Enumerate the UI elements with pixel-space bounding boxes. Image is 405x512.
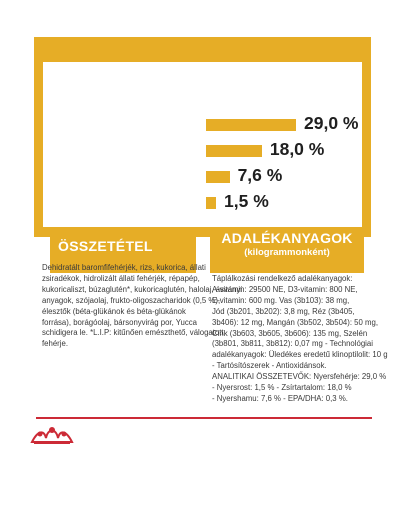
nutrient-bar [206, 119, 296, 131]
composition-line: fehérje. [42, 339, 69, 349]
composition-line: schidigera le. *L.I.P: kitűnően emészthető, válogatott [42, 328, 224, 338]
additives-line: - Nyersrost: 1,5 % - Zsírtartalom: 18,0 % [212, 383, 352, 393]
additives-line: Jód (3b201, 3b202): 3,8 mg, Réz (3b405, [212, 306, 355, 316]
additives-text [212, 274, 388, 405]
nutrient-value: 1,5 % [224, 191, 269, 211]
additives-line: - Nyershamu: 7,6 % - EPA/DHA: 0,3 %. [212, 393, 348, 403]
additives-line: ANALITIKAI ÖSSZETEVŐK: Nyersfehérje: 29,0 % [212, 372, 387, 382]
additives-line: (3b801, 3b811, 3b812): 0,07 mg - Technológiai [212, 339, 373, 349]
additives-line: - Tartósítószerek - Antioxidánsok. [212, 361, 327, 371]
additives-subtitle: (kilogrammonként) [244, 247, 330, 258]
composition-line: anyagok, szójaolaj, frukto-oligoszacharidok (0,5 %), [42, 295, 221, 305]
additives-title: ADALÉKANYAGOK [221, 230, 353, 246]
composition-text [42, 263, 243, 350]
nutrient-bar [206, 145, 262, 157]
nutrient-value: 18,0 % [269, 139, 325, 159]
composition-line: kukoricaliszt, búzaglutén*, kukoricaglutén, halolaj, ásványi [42, 284, 243, 294]
additives-line: 3b406): 12 mg, Mangán (3b502, 3b504): 50 mg, [212, 317, 379, 327]
nutrient-bar [206, 171, 230, 183]
composition-line: zsiradékok, hidrolizált állati fehérjék, répapép, [42, 273, 200, 283]
royal-canin-crown-logo [28, 424, 76, 446]
nutrient-value: 7,6 % [237, 165, 283, 185]
analytical-title: ANALITIKAI ÖSSZETEVŐK [88, 73, 317, 93]
additives-line: adalékanyagok: Üledékes eredetű klinoptilolit: 10 g [212, 350, 388, 360]
composition-title: ÖSSZETÉTEL [58, 238, 153, 254]
composition-line: forrása), borágóolaj, bársonyvirág por, Yucca [42, 317, 198, 327]
additives-line: Cink (3b603, 3b605, 3b606): 135 mg, Szelén [212, 328, 368, 338]
additives-line: Táplálkozási rendelkező adalékanyagok: [212, 274, 353, 283]
additives-header [210, 228, 364, 273]
additives-line: E-vitamin: 600 mg. Vas (3b103): 38 mg, [212, 295, 350, 305]
composition-line: Dehidratált baromfifehérjék, rizs, kukorica, állati [42, 263, 206, 272]
additives-line: A-vitamin: 29500 NE, D3-vitamin: 800 NE, [212, 284, 358, 294]
composition-line: élesztők (béta-glükánok és béta-glükánok [42, 306, 186, 316]
nutrient-value: 29,0 % [304, 113, 359, 133]
nutrient-bar [206, 197, 216, 209]
brand-divider-line [36, 417, 372, 419]
